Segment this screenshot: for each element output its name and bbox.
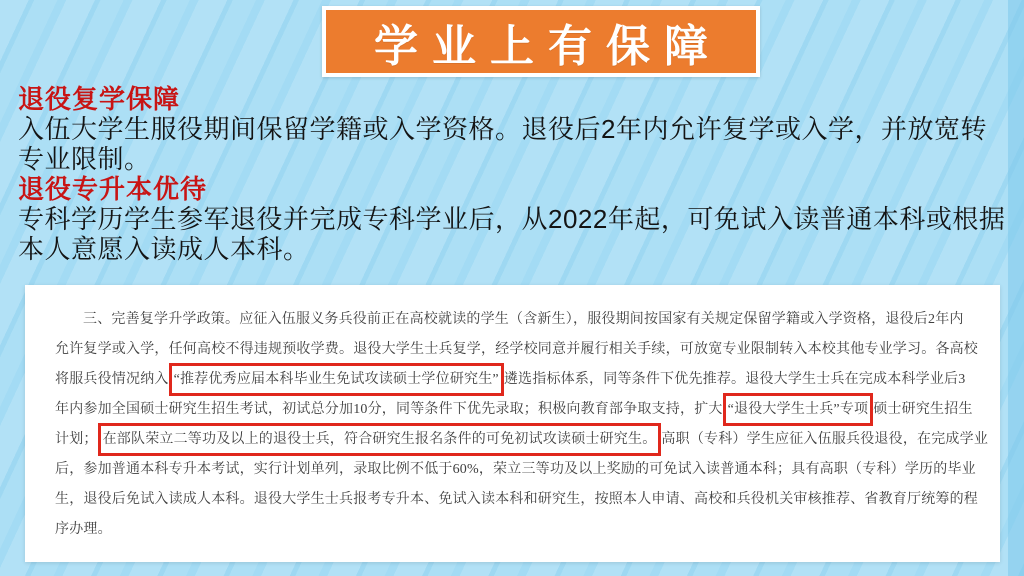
section-heading-fuxue: 退役复学保障 — [18, 84, 181, 114]
slide-title: 学业上有保障 — [374, 21, 722, 71]
document-text: 硕士研究生招生 — [873, 402, 973, 417]
document-line — [55, 305, 974, 335]
highlighted-policy-text: 在部队荣立二等功及以上的退役士兵，符合研究生报名条件的可免初试攻读硕士研究生。 — [98, 423, 662, 456]
document-line — [55, 515, 974, 545]
section-body-zhuanshengben: 专科学历学生参军退役并完成专科学业后，从2022年起，可免试入读普通本科或根据本人意愿入读成人本科。 — [18, 204, 1006, 264]
document-text: 允许复学或入学，任何高校不得违规预收学费。退役大学生士兵复学，经学校同意并履行相关手续，可放宽专业限制转入本校其他专业学习。各高校 — [55, 342, 978, 357]
document-text: 将服兵役情况纳入 — [55, 372, 169, 387]
document-text: 后，参加普通本科专升本考试，实行计划单列，录取比例不低于60%，荣立三等功及以上奖励的可免试入读普通本科；具有高职（专科）学历的毕业 — [55, 462, 976, 477]
document-line — [55, 335, 978, 365]
document-text: 年内参加全国硕士研究生招生考试，初试总分加10分，同等条件下优先录取；积极向教育部争取支持，扩大 — [55, 402, 723, 417]
document-text: 遴选指标体系，同等条件下优先推荐。退役大学生士兵在完成本科学业后3 — [503, 372, 966, 387]
document-line — [55, 425, 989, 455]
document-line — [55, 395, 974, 425]
highlighted-policy-text: “退役大学生士兵”专项 — [723, 393, 874, 426]
document-text: 三、完善复学升学政策。应征入伍服义务兵役前正在高校就读的学生（含新生），服役期间按国家有关规定保留学籍或入学资格，退役后2年内 — [83, 312, 964, 327]
intro-text-block — [18, 84, 1010, 264]
section-heading-zhuanshengben: 退役专升本优待 — [18, 174, 208, 204]
right-edge-band — [1008, 0, 1024, 576]
title-banner — [322, 6, 760, 77]
document-line — [55, 455, 974, 485]
document-text: 高职（专科）学生应征入伍服兵役退役，在完成学业 — [661, 432, 989, 447]
section-body-fuxue: 入伍大学生服役期间保留学籍或入学资格。退役后2年内允许复学或入学，并放宽转专业限制。 — [18, 114, 987, 174]
document-text: 序办理。 — [55, 522, 112, 537]
document-lines — [55, 305, 989, 545]
document-line — [55, 365, 974, 395]
policy-document-card — [25, 285, 1000, 562]
document-text: 生，退役后免试入读成人本科。退役大学生士兵报考专升本、免试入读本科和研究生，按照本人申请、高校和兵役机关审核推荐、省教育厅统筹的程 — [55, 492, 978, 507]
document-text: 计划； — [55, 432, 98, 447]
document-line — [55, 485, 978, 515]
highlighted-policy-text: “推荐优秀应届本科毕业生免试攻读硕士学位研究生” — [169, 363, 504, 396]
